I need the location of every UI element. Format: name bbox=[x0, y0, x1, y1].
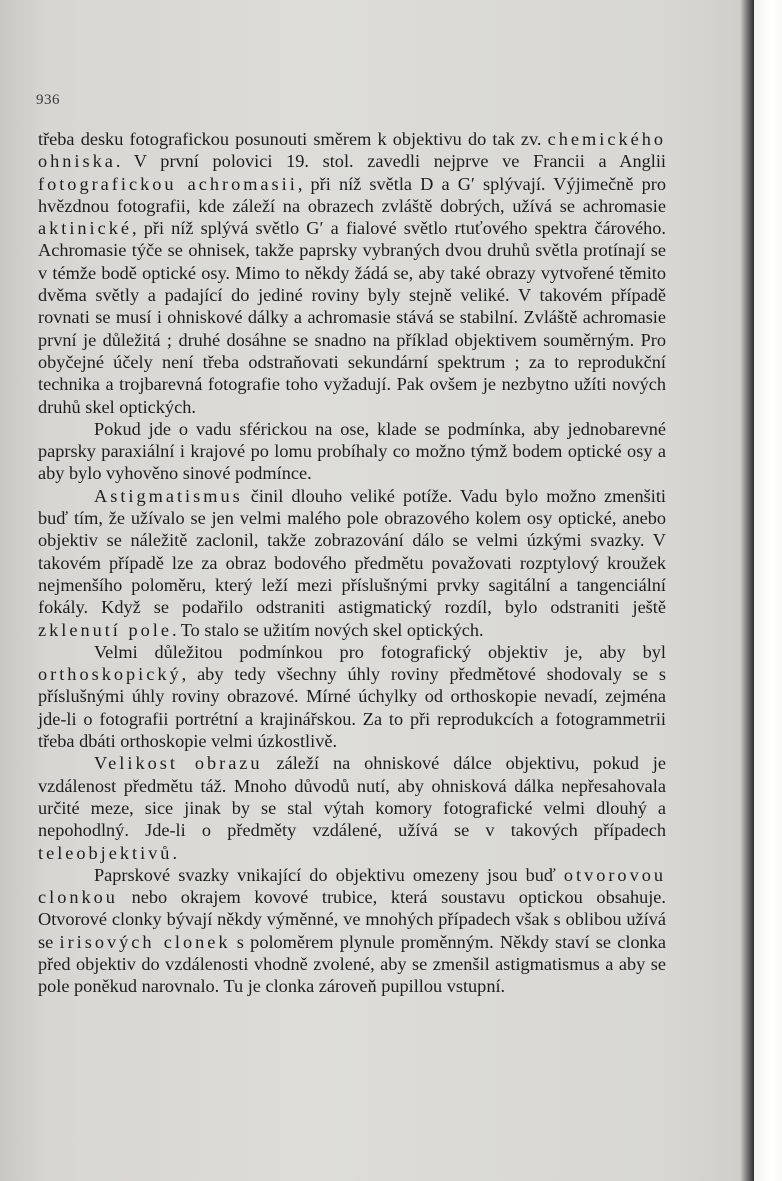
page-number: 936 bbox=[36, 92, 60, 108]
text-run: Paprskové svazky vnikající do objektivu omezeny jsou buď bbox=[94, 864, 564, 885]
text-run: třeba desku fotografickou posunouti směrem k objektivu do tak zv. bbox=[38, 129, 548, 149]
text-run: . bbox=[172, 842, 178, 863]
emphasized-term: Velikost obrazu bbox=[94, 753, 263, 774]
emphasized-term: teleobjektivů bbox=[38, 842, 173, 863]
emphasized-term: chemického ohniska bbox=[38, 129, 666, 172]
text-run: Velmi důležitou podmínkou pro fotografický objektiv je, aby byl bbox=[94, 641, 666, 662]
emphasized-term: zklenutí pole bbox=[38, 619, 172, 640]
emphasized-term: aktinické bbox=[38, 218, 133, 239]
text-run: . V první polovici 19. stol. zavedli nejprve ve Francii a Anglii bbox=[115, 151, 666, 172]
text-run: , při níž světla D a G′ splývají. Výjimečně pro hvězdnou fotografii, kde záleží na obrazech zvláště dobrých, užívá se achromasie bbox=[38, 173, 666, 216]
emphasized-term: orthoskopický bbox=[38, 664, 182, 685]
text-run: Pokud jde o vadu sférickou na ose, klade se podmínka, aby jednobarevné paprsky paraxiální i krajové po lomu probíhaly co možno týmž bodem optické osy a aby bylo vyhověno sinové podmínce. bbox=[38, 418, 666, 484]
next-page-edge bbox=[754, 0, 782, 1181]
emphasized-term: otvorovou clonkou bbox=[38, 864, 666, 908]
paragraph bbox=[38, 128, 666, 418]
paragraph bbox=[38, 864, 666, 998]
text-run: s poloměrem plynule proměnným. Někdy staví se clonka před objektiv do vzdálenosti vhodně zvolené, aby se zmenšil astigmatismus a aby se pole poněkud narovnalo. Tu je clonka zároveň pupillou vstupní. bbox=[38, 931, 666, 997]
text-run: činil dlouho veliké potíže. Vadu bylo možno zmenšiti buď tím, že užívalo se jen velmi malého pole obrazového kolem osy optické, anebo objektiv se náležitě zaclonil, takže zobrazování dálo se velmi úzkými svazky. V takovém případě lze za obraz bodového předmětu považovati rozptylový kroužek nejmenšího poloměru, který leží mezi příslušnými prvky sagitální a tangenciální fokály. Když se podařilo odstraniti astigmatický rozdíl, bylo odstraniti ještě bbox=[38, 485, 666, 618]
emphasized-term: irisových clonek bbox=[59, 931, 231, 952]
text-run: nebo okrajem kovové trubice, která soustavu optickou obsahuje. Otvorové clonky bývají někdy výměnné, ve mnohých případech však s oblibou užívá se bbox=[38, 887, 666, 952]
text-run: , při níž splývá světlo G′ a fialové světlo rtuťového spektra čárového. Achromasie týče se ohnisek, takže paprsky vybraných dvou druhů světla protínají se v témže bodě optické osy. Mimo to někdy žádá se, aby také obrazy vytvořené těmito dvěma světly a padající do jediné roviny byly stejně veliké. V takovém případě rovnati se musí i ohniskové dálky a achromasie stává se stabilní. Zvláště achromasie první je důležitá ; druhé dosáhne se snadno na příklad objektivem souměrným. Pro obyčejné účely není třeba odstraňovati sekundární spektrum ; za to reprodukční technika a trojbarevná fotografie toho vyžadují. Pak ovšem je nezbytno užíti nových druhů skel optických. bbox=[38, 218, 666, 417]
paragraph bbox=[38, 485, 666, 641]
text-run: , aby tedy všechny úhly roviny předmětové shodovaly se s příslušnými úhly roviny obrazové. Mírné úchylky od orthoskopie nevadí, zejména jde-li o fotografii portrétní a krajinářskou. Za to při reprodukcích a fotogrammetrii třeba dbáti orthoskopie velmi úzkostlivě. bbox=[38, 664, 666, 752]
text-run: záleží na ohniskové dálce objektivu, pokud je vzdálenost předmětu táž. Mnoho důvodů nutí, aby ohnisková dálka nepřesahovala určité meze, sice jinak by se stal výtah komory fotografické velmi dlouhý a nepohodlný. Jde-li o předměty vzdálené, užívá se v takových případech bbox=[38, 753, 666, 841]
emphasized-term: fotografickou achromasii bbox=[38, 173, 298, 194]
paragraph bbox=[38, 641, 666, 752]
emphasized-term: Astigmatismus bbox=[94, 485, 243, 506]
book-spine-shadow bbox=[740, 0, 754, 1181]
text-run: . To stalo se užitím nových skel optických. bbox=[171, 619, 484, 640]
body-text bbox=[38, 128, 666, 998]
paragraph bbox=[38, 418, 666, 485]
paragraph bbox=[38, 752, 666, 863]
